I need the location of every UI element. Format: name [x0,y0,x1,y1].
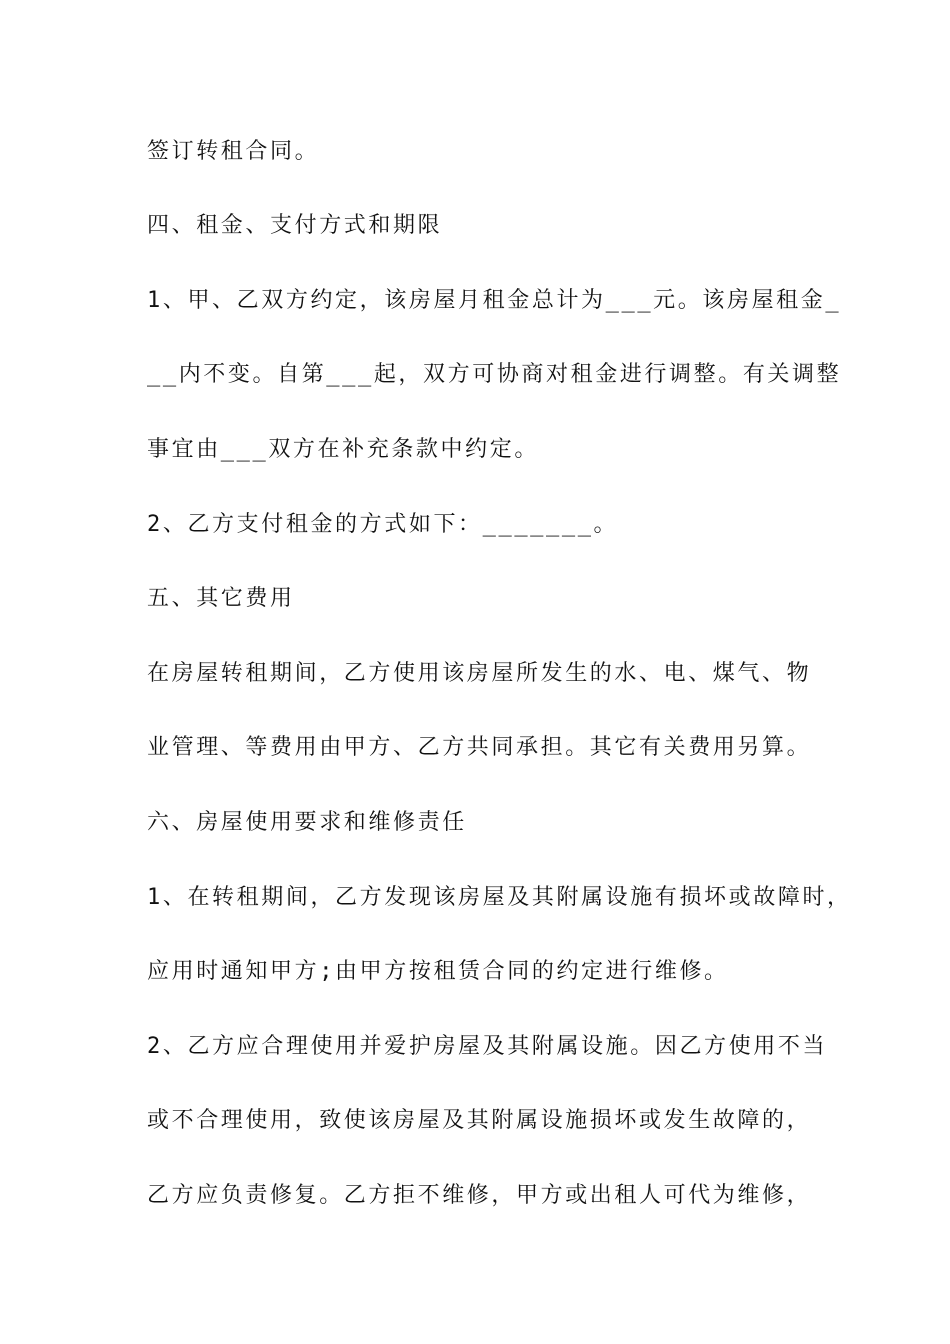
paragraph-line: __内不变。自第___起，双方可协商对租金进行调整。有关调整 [147,362,842,387]
paragraph-line: 签订转租合同。 [147,139,320,164]
paragraph-line: 或不合理使用，致使该房屋及其附属设施损坏或发生故障的， [147,1108,812,1133]
paragraph-line: 事宜由___双方在补充条款中约定。 [147,437,539,462]
section-heading-rent: 四、租金、支付方式和期限 [147,213,443,238]
paragraph-line: 1、在转租期间，乙方发现该房屋及其附属设施有损坏或故障时， [147,885,852,910]
paragraph-line: 业管理、等费用由甲方、乙方共同承担。其它有关费用另算。 [147,735,812,760]
paragraph-line: 2、乙方支付租金的方式如下：_______。 [147,512,619,537]
paragraph-line: 1、甲、乙双方约定，该房屋月租金总计为___元。该房屋租金_ [147,288,842,313]
paragraph-line: 乙方应负责修复。乙方拒不维修，甲方或出租人可代为维修， [147,1183,812,1208]
section-heading-other-fees: 五、其它费用 [147,586,295,611]
paragraph-line: 应用时通知甲方;由甲方按租赁合同的约定进行维修。 [147,959,729,984]
paragraph-line: 在房屋转租期间，乙方使用该房屋所发生的水、电、煤气、物 [147,661,812,686]
paragraph-line: 2、乙方应合理使用并爱护房屋及其附属设施。因乙方使用不当 [147,1034,828,1059]
section-heading-maintenance: 六、房屋使用要求和维修责任 [147,810,467,835]
